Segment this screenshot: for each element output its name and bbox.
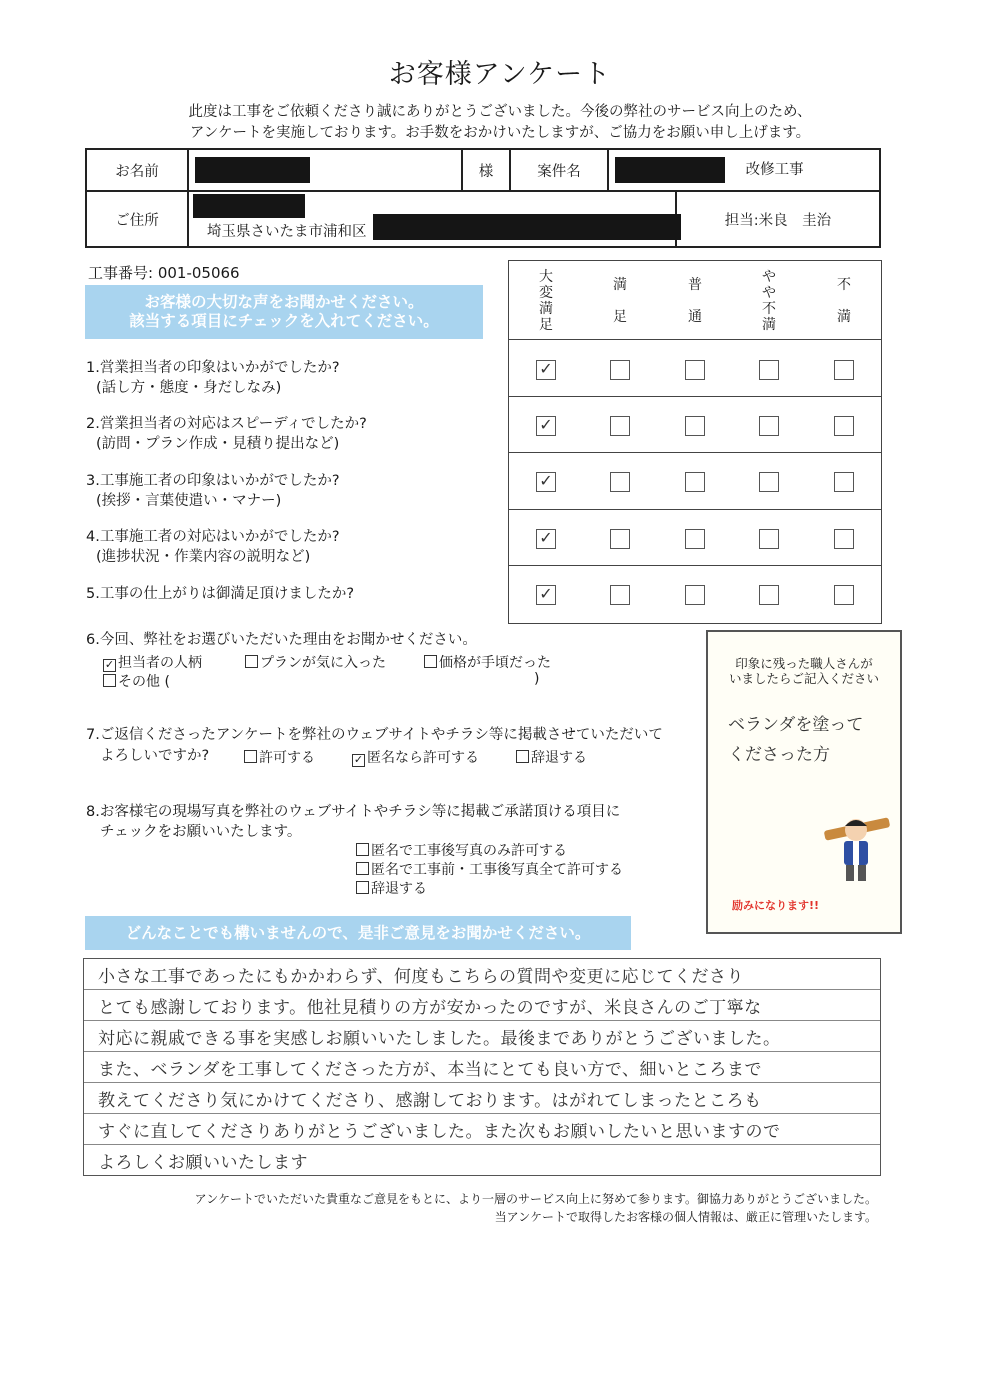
question-7-text-2: よろしいですか? — [100, 748, 210, 764]
honorific: 様 — [462, 149, 510, 191]
q7-option-allow[interactable]: 許可する — [244, 747, 315, 767]
rating-checkbox[interactable] — [610, 529, 630, 549]
question-3-text: 3.工事施工者の印象はいかがでしたか? — [86, 473, 340, 489]
checkbox-icon — [424, 655, 437, 668]
question-7-text: 7.ご返信くださったアンケートを弊社のウェブサイトやチラシ等に掲載させていただいて — [86, 727, 663, 743]
checkbox-checked-icon: ✓ — [104, 658, 115, 671]
checkbox-icon — [245, 655, 258, 668]
rating-checkbox[interactable] — [685, 416, 705, 436]
redacted-project — [615, 157, 725, 183]
rating-checkbox-checked[interactable]: ✓ — [536, 529, 556, 549]
rating-checkbox[interactable] — [759, 360, 779, 380]
question-5-text: 5.工事の仕上がりは御満足頂けましたか? — [86, 586, 355, 602]
project-field — [608, 149, 880, 191]
banner-line-2: 該当する項目にチェックを入れてください。 — [129, 312, 439, 330]
q8-option-decline[interactable]: 辞退する — [356, 878, 427, 898]
rating-checkbox[interactable] — [685, 360, 705, 380]
rating-checkbox[interactable] — [834, 585, 854, 605]
rating-checkbox-checked[interactable]: ✓ — [536, 360, 556, 380]
redacted-postal — [193, 194, 305, 218]
checkbox-icon — [103, 674, 116, 687]
checkbox-icon — [516, 750, 529, 763]
banner-line-1: お客様の大切な声をお聞かせください。 — [144, 293, 424, 311]
footer-thanks: アンケートでいただいた貴重なご意見をもとに、より一層のサービス向上に努めて参ります。御協力ありがとうございました。 — [194, 1192, 877, 1206]
comment-line: 小さな工事であったにもかかわらず、何度もこちらの質問や変更に応じてくださり — [98, 967, 744, 987]
question-4-note: (進捗状況・作業内容の説明など) — [96, 549, 311, 565]
name-field — [188, 149, 462, 191]
checkbox-checked-icon: ✓ — [353, 753, 364, 766]
rating-checkbox[interactable] — [685, 585, 705, 605]
customer-info-table — [85, 148, 881, 248]
address-field — [188, 191, 676, 247]
question-1 — [86, 358, 340, 398]
rating-checkbox[interactable] — [610, 585, 630, 605]
q7-option-decline[interactable]: 辞退する — [516, 747, 587, 767]
comment-box — [83, 958, 881, 1176]
comment-line: 教えてくださり気にかけてくださり、感謝しております。はがれてしまったところも — [98, 1091, 762, 1111]
rating-checkbox[interactable] — [834, 416, 854, 436]
redacted-address — [373, 214, 681, 240]
question-8-text: 8.お客様宅の現場写真を弊社のウェブサイトやチラシ等に掲載ご承諾頂ける項目に — [86, 804, 621, 820]
project-suffix: 改修工事 — [745, 162, 804, 178]
rating-checkbox[interactable] — [759, 529, 779, 549]
intro-line-2: アンケートを実施しております。お手数をおかけいたしますが、ご協力をお願い申し上げます。 — [189, 125, 811, 141]
rating-checkbox[interactable] — [834, 472, 854, 492]
rating-checkbox-checked[interactable]: ✓ — [536, 416, 556, 436]
rating-checkbox[interactable] — [685, 529, 705, 549]
craftsman-illustration — [820, 810, 892, 888]
question-4-text: 4.工事施工者の対応はいかがでしたか? — [86, 529, 340, 545]
checkbox-icon — [356, 843, 369, 856]
address-text: 埼玉県さいたま市浦和区 — [207, 224, 367, 240]
header-somewhat-dissatisfied: や や 不 満 — [762, 269, 776, 333]
checkbox-icon — [356, 881, 369, 894]
checkbox-icon — [356, 862, 369, 875]
card-handwritten-answer: ベランダを塗って くださった方 — [728, 715, 864, 765]
rating-checkbox[interactable] — [759, 585, 779, 605]
comment-line: よろしくお願いいたします — [98, 1153, 308, 1173]
question-4 — [86, 527, 340, 567]
q6-option-price[interactable]: 価格が手頃だった — [424, 652, 551, 672]
header-dissatisfied: 不 満 — [837, 277, 851, 325]
redacted-name — [195, 157, 310, 183]
card-footer: 励みになります!! — [732, 899, 820, 912]
header-satisfied: 満 足 — [613, 277, 627, 325]
q6-option-staff[interactable]: ✓ 担当者の人柄 — [104, 655, 202, 671]
question-6-text: 6.今回、弊社をお選びいただいた理由をお聞かせください。 — [86, 632, 477, 648]
rating-checkbox[interactable] — [759, 472, 779, 492]
project-label: 案件名 — [510, 149, 608, 191]
question-2-text: 2.営業担当者の対応はスピーディでしたか? — [86, 416, 367, 432]
rating-checkbox[interactable] — [610, 360, 630, 380]
question-2 — [86, 414, 367, 454]
craftsman-card — [706, 630, 902, 934]
instruction-banner — [85, 285, 483, 339]
question-2-note: (訪問・プラン作成・見積り提出など) — [96, 436, 340, 452]
header-very-satisfied: 大 変 満 足 — [539, 269, 553, 333]
rating-checkbox[interactable] — [834, 529, 854, 549]
header-neutral: 普 通 — [688, 277, 702, 325]
rating-checkbox-checked[interactable]: ✓ — [536, 585, 556, 605]
comment-banner: どんなことでも構いませんので、是非ご意見をお聞かせください。 — [85, 916, 631, 950]
question-1-text: 1.営業担当者の印象はいかがでしたか? — [86, 360, 340, 376]
q6-other-close: ) — [534, 671, 540, 687]
card-heading: 印象に残った職人さんが いましたらご記入ください — [728, 656, 879, 686]
address-label: ご住所 — [86, 191, 188, 247]
rating-checkbox[interactable] — [834, 360, 854, 380]
question-8-text-2: チェックをお願いいたします。 — [100, 824, 302, 840]
staff-name: 担当:米良 圭治 — [676, 191, 880, 247]
comment-line: また、ベランダを工事してくださった方が、本当にとても良い方で、細いところまで — [98, 1060, 762, 1080]
comment-line: とても感謝しております。他社見積りの方が安かったのですが、米良さんのご丁寧な — [98, 998, 762, 1018]
q6-option-plan[interactable]: プランが気に入った — [245, 652, 386, 672]
job-number: 工事番号: 001-05066 — [88, 264, 240, 282]
footer-privacy: 当アンケートで取得したお客様の個人情報は、厳正に管理いたします。 — [494, 1210, 877, 1224]
question-5 — [86, 584, 354, 604]
rating-checkbox[interactable] — [759, 416, 779, 436]
rating-checkbox[interactable] — [685, 472, 705, 492]
rating-grid — [508, 260, 882, 624]
name-label: お名前 — [86, 149, 188, 191]
rating-checkbox[interactable] — [610, 472, 630, 492]
comment-line: すぐに直してくださりありがとうございました。また次もお願いしたいと思いますので — [98, 1122, 781, 1142]
page-title: お客様アンケート — [388, 59, 612, 90]
rating-checkbox[interactable] — [610, 416, 630, 436]
question-3 — [86, 471, 340, 511]
q8-option-after-only[interactable]: 匿名で工事後写真のみ許可する — [356, 840, 567, 860]
rating-checkbox-checked[interactable]: ✓ — [536, 472, 556, 492]
q6-option-other[interactable]: その他 ( — [103, 671, 170, 691]
checkbox-icon — [244, 750, 257, 763]
question-1-note: (話し方・態度・身だしなみ) — [96, 380, 282, 396]
question-3-note: (挨拶・言葉使遣い・マナー) — [96, 493, 282, 509]
q8-option-all[interactable]: 匿名で工事前・工事後写真全て許可する — [356, 859, 623, 879]
q7-option-anonymous[interactable]: ✓ 匿名なら許可する — [353, 750, 479, 766]
intro-line-1: 此度は工事をご依頼くださり誠にありがとうございました。今後の弊社のサービス向上のため、 — [188, 104, 812, 120]
comment-line: 対応に親戚できる事を実感しお願いいたしました。最後までありがとうございました。 — [98, 1029, 781, 1049]
